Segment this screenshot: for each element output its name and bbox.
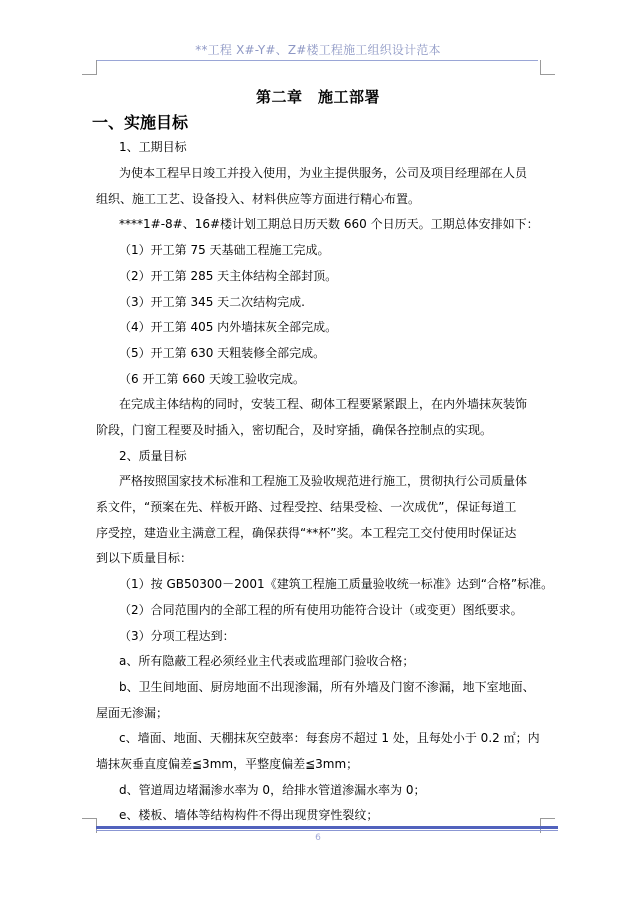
page-header-title: **工程 X#-Y#、Z#楼工程施工组织设计范本 — [195, 43, 441, 57]
paragraph-line: 序受控，建造业主满意工程，确保获得“**杯”奖。本工程完工交付使用时保证达 — [96, 526, 517, 540]
subheading-schedule-goal: 1、工期目标 — [119, 140, 187, 154]
margin-corner-mark-top-right — [540, 60, 555, 75]
paragraph-line: 系文件，“预案在先、样板开路、过程受控、结果受检、一次成优”，保证每道工 — [96, 500, 517, 514]
list-item: b、卫生间地面、厨房地面不出现渗漏，所有外墙及门窗不渗漏，地下室地面、 — [119, 680, 535, 694]
chapter-title: 第二章 施工部署 — [255, 88, 380, 106]
section-heading: 一、实施目标 — [92, 113, 189, 132]
paragraph-line: 阶段，门窗工程要及时插入，密切配合，及时穿插，确保各控制点的实现。 — [96, 423, 493, 437]
list-item-continuation: 墙抹灰垂直度偏差≦3mm，平整度偏差≦3mm； — [96, 757, 359, 771]
margin-corner-mark-top-left — [82, 60, 97, 75]
list-item: （3）分项工程达到： — [119, 629, 235, 643]
paragraph-line: 为使本工程早日竣工并投入使用，为业主提供服务，公司及项目经理部在人员 — [119, 166, 528, 180]
list-item: （2）合同范围内的全部工程的所有使用功能符合设计（或变更）图纸要求。 — [119, 603, 523, 617]
list-item: a、所有隐蔽工程必须经业主代表或监理部门验收合格； — [119, 654, 415, 668]
paragraph-line: ****1#-8#、16#楼计划工期总日历天数 660 个日历天。工期总体安排如下： — [119, 217, 539, 231]
list-item-continuation: 屋面无渗漏； — [96, 706, 169, 720]
list-item: （6 开工第 660 天竣工验收完成。 — [119, 372, 305, 386]
margin-corner-mark-bottom-left — [82, 818, 97, 833]
list-item: （1）开工第 75 天基础工程施工完成。 — [119, 243, 330, 257]
footer-rule-thin — [96, 830, 558, 831]
list-item: e、楼板、墙体等结构构件不得出现贯穿性裂纹； — [119, 808, 379, 822]
header-rule — [96, 60, 538, 61]
list-item: （2）开工第 285 天主体结构全部封顶。 — [119, 269, 338, 283]
paragraph-line: 到以下质量目标： — [96, 551, 193, 565]
list-item: （5）开工第 630 天粗装修全部完成。 — [119, 346, 326, 360]
list-item: （3）开工第 345 天二次结构完成. — [119, 295, 305, 309]
list-item: （1）按 GB50300－2001《建筑工程施工质量验收统一标准》达到“合格”标准。 — [119, 577, 554, 591]
paragraph-line: 在完成主体结构的同时，安装工程、砌体工程要紧紧跟上，在内外墙抹灰装饰 — [119, 397, 528, 411]
list-item: c、墙面、地面、天棚抹灰空鼓率：每套房不超过 1 处，且每处小于 0.2 ㎡；内 — [119, 731, 540, 745]
list-item: （4）开工第 405 内外墙抹灰全部完成。 — [119, 320, 338, 334]
footer-rule — [96, 826, 558, 829]
subheading-quality-goal: 2、质量目标 — [119, 449, 187, 463]
list-item: d、管道周边堵漏渗水率为 0，给排水管道渗漏水率为 0； — [119, 783, 426, 797]
paragraph-line: 严格按照国家技术标准和工程施工及验收规范进行施工，贯彻执行公司质量体 — [119, 474, 528, 488]
page-number: 6 — [315, 833, 321, 843]
paragraph-line: 组织、施工工艺、设备投入、材料供应等方面进行精心布置。 — [96, 192, 421, 206]
